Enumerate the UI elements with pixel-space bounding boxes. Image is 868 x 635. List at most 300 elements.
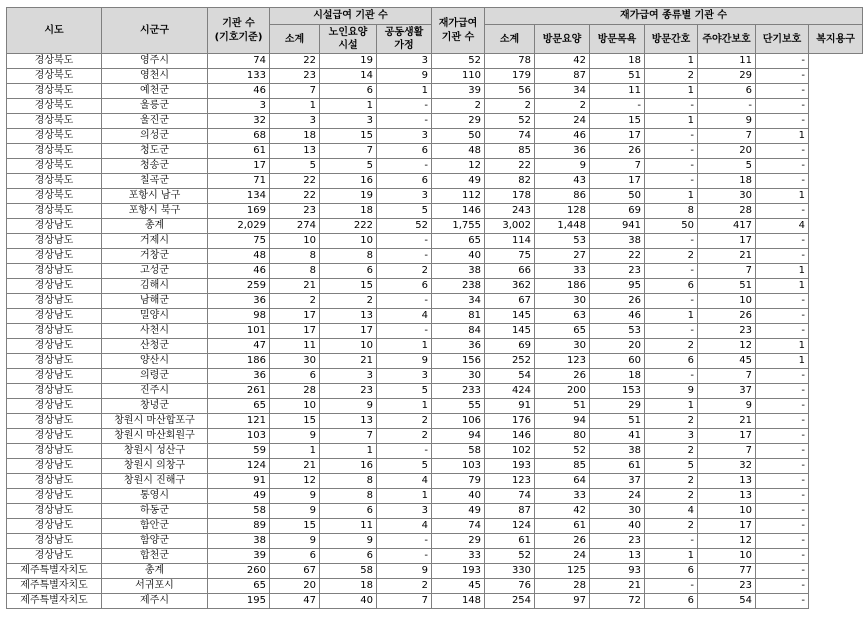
cell-group-home: 3 (377, 189, 432, 204)
cell-group-home: 1 (377, 339, 432, 354)
cell-sigungu: 거창군 (102, 249, 208, 264)
cell-sido: 경상남도 (7, 279, 102, 294)
cell-visit-bath: 26 (590, 294, 645, 309)
cell-short-term-care: - (756, 594, 809, 609)
header-short-term-care: 단기보호 (756, 25, 809, 54)
cell-nursing-facility: 9 (320, 399, 377, 414)
cell-total: 47 (208, 339, 270, 354)
cell-sido: 경상남도 (7, 414, 102, 429)
header-home-subtotal: 소계 (485, 25, 535, 54)
cell-nursing-facility: 23 (320, 384, 377, 399)
cell-visit-care: 24 (535, 114, 590, 129)
cell-short-term-care: - (756, 429, 809, 444)
cell-short-term-care: - (756, 234, 809, 249)
cell-visit-nurse: 1 (645, 84, 698, 99)
cell-day-night-care: 5 (698, 159, 756, 174)
cell-sido: 경상북도 (7, 174, 102, 189)
cell-facility-subtotal: 10 (270, 234, 320, 249)
cell-visit-care: 26 (535, 534, 590, 549)
cell-sido: 경상남도 (7, 249, 102, 264)
cell-day-night-care: 17 (698, 519, 756, 534)
cell-sido: 경상남도 (7, 294, 102, 309)
cell-home-total: 33 (432, 549, 485, 564)
cell-home-subtotal: 74 (485, 129, 535, 144)
cell-total: 121 (208, 414, 270, 429)
cell-group-home: 5 (377, 384, 432, 399)
cell-total: 17 (208, 159, 270, 174)
cell-visit-bath: 18 (590, 369, 645, 384)
cell-sigungu: 청송군 (102, 159, 208, 174)
cell-sigungu: 울릉군 (102, 99, 208, 114)
cell-visit-bath: 53 (590, 324, 645, 339)
cell-sigungu: 하동군 (102, 504, 208, 519)
cell-day-night-care: 10 (698, 504, 756, 519)
cell-sigungu: 제주시 (102, 594, 208, 609)
cell-visit-care: 24 (535, 549, 590, 564)
cell-visit-nurse: 2 (645, 339, 698, 354)
cell-visit-bath: 46 (590, 309, 645, 324)
cell-short-term-care: 1 (756, 354, 809, 369)
cell-day-night-care: 26 (698, 309, 756, 324)
cell-nursing-facility: 13 (320, 309, 377, 324)
cell-day-night-care: - (698, 99, 756, 114)
cell-sigungu: 영천시 (102, 69, 208, 84)
cell-short-term-care: - (756, 294, 809, 309)
cell-short-term-care: - (756, 324, 809, 339)
cell-group-home: - (377, 234, 432, 249)
cell-nursing-facility: 8 (320, 474, 377, 489)
cell-group-home: 5 (377, 204, 432, 219)
cell-home-total: 49 (432, 504, 485, 519)
table-row (7, 384, 863, 399)
cell-sigungu: 울진군 (102, 114, 208, 129)
cell-visit-bath: 22 (590, 249, 645, 264)
cell-visit-bath: 30 (590, 504, 645, 519)
cell-visit-nurse: 9 (645, 384, 698, 399)
cell-visit-nurse: - (645, 174, 698, 189)
cell-day-night-care: 6 (698, 84, 756, 99)
cell-total: 2,029 (208, 219, 270, 234)
cell-short-term-care: - (756, 534, 809, 549)
table-row (7, 69, 863, 84)
header-visit-bath: 방문목욕 (590, 25, 645, 54)
cell-total: 39 (208, 549, 270, 564)
cell-visit-bath: 38 (590, 444, 645, 459)
cell-short-term-care: - (756, 414, 809, 429)
cell-short-term-care: - (756, 579, 809, 594)
cell-total: 74 (208, 54, 270, 69)
cell-nursing-facility: 6 (320, 549, 377, 564)
cell-home-subtotal: 61 (485, 534, 535, 549)
cell-sigungu: 통영시 (102, 489, 208, 504)
cell-visit-nurse: 5 (645, 459, 698, 474)
cell-group-home: - (377, 249, 432, 264)
cell-visit-care: 125 (535, 564, 590, 579)
cell-visit-bath: 24 (590, 489, 645, 504)
cell-facility-subtotal: 22 (270, 174, 320, 189)
cell-short-term-care: 1 (756, 189, 809, 204)
cell-nursing-facility: 10 (320, 234, 377, 249)
cell-visit-bath: 7 (590, 159, 645, 174)
table-row (7, 534, 863, 549)
cell-short-term-care: - (756, 84, 809, 99)
cell-visit-nurse: 1 (645, 309, 698, 324)
cell-day-night-care: 7 (698, 369, 756, 384)
cell-home-total: 49 (432, 174, 485, 189)
cell-group-home: 9 (377, 69, 432, 84)
cell-sido: 경상북도 (7, 84, 102, 99)
cell-total: 91 (208, 474, 270, 489)
cell-day-night-care: 21 (698, 249, 756, 264)
cell-facility-subtotal: 5 (270, 159, 320, 174)
cell-home-subtotal: 254 (485, 594, 535, 609)
cell-visit-bath: 95 (590, 279, 645, 294)
cell-nursing-facility: 222 (320, 219, 377, 234)
cell-visit-care: 94 (535, 414, 590, 429)
cell-home-subtotal: 424 (485, 384, 535, 399)
cell-short-term-care: - (756, 369, 809, 384)
cell-visit-bath: 50 (590, 189, 645, 204)
cell-sigungu: 산청군 (102, 339, 208, 354)
cell-group-home: 6 (377, 279, 432, 294)
cell-visit-care: 186 (535, 279, 590, 294)
cell-visit-bath: 72 (590, 594, 645, 609)
cell-sido: 경상남도 (7, 324, 102, 339)
cell-home-total: 38 (432, 264, 485, 279)
cell-visit-bath: 37 (590, 474, 645, 489)
cell-facility-subtotal: 9 (270, 504, 320, 519)
cell-short-term-care: - (756, 549, 809, 564)
cell-home-total: 30 (432, 369, 485, 384)
cell-home-total: 110 (432, 69, 485, 84)
cell-short-term-care: - (756, 309, 809, 324)
cell-day-night-care: 12 (698, 339, 756, 354)
table-row (7, 429, 863, 444)
cell-sido: 경상남도 (7, 369, 102, 384)
cell-home-subtotal: 52 (485, 549, 535, 564)
cell-nursing-facility: 18 (320, 579, 377, 594)
cell-day-night-care: 9 (698, 399, 756, 414)
cell-sido: 경상북도 (7, 129, 102, 144)
cell-sido: 경상북도 (7, 159, 102, 174)
cell-sido: 경상남도 (7, 219, 102, 234)
cell-home-total: 52 (432, 54, 485, 69)
cell-home-total: 12 (432, 159, 485, 174)
cell-total: 260 (208, 564, 270, 579)
cell-sigungu: 의성군 (102, 129, 208, 144)
cell-facility-subtotal: 7 (270, 84, 320, 99)
cell-home-total: 48 (432, 144, 485, 159)
cell-visit-bath: 21 (590, 579, 645, 594)
cell-home-subtotal: 145 (485, 309, 535, 324)
cell-sido: 경상남도 (7, 309, 102, 324)
cell-total: 46 (208, 84, 270, 99)
cell-total: 36 (208, 294, 270, 309)
cell-group-home: 3 (377, 504, 432, 519)
cell-day-night-care: 13 (698, 489, 756, 504)
header-facility-subtotal: 소계 (270, 25, 320, 54)
cell-facility-subtotal: 21 (270, 279, 320, 294)
cell-home-subtotal: 362 (485, 279, 535, 294)
cell-day-night-care: 10 (698, 549, 756, 564)
cell-day-night-care: 7 (698, 444, 756, 459)
cell-visit-nurse: 2 (645, 444, 698, 459)
cell-home-subtotal: 22 (485, 159, 535, 174)
cell-facility-subtotal: 28 (270, 384, 320, 399)
cell-total: 3 (208, 99, 270, 114)
cell-nursing-facility: 9 (320, 534, 377, 549)
table-row (7, 84, 863, 99)
cell-day-night-care: 37 (698, 384, 756, 399)
cell-total: 133 (208, 69, 270, 84)
cell-visit-bath: 26 (590, 144, 645, 159)
cell-day-night-care: 30 (698, 189, 756, 204)
cell-facility-subtotal: 10 (270, 399, 320, 414)
cell-nursing-facility: 8 (320, 249, 377, 264)
cell-facility-subtotal: 17 (270, 309, 320, 324)
cell-total: 59 (208, 444, 270, 459)
cell-group-home: - (377, 549, 432, 564)
cell-visit-nurse: 2 (645, 474, 698, 489)
cell-sido: 경상남도 (7, 504, 102, 519)
header-visit-nurse: 방문간호 (645, 25, 698, 54)
cell-sido: 경상북도 (7, 144, 102, 159)
cell-group-home: 4 (377, 474, 432, 489)
cell-facility-subtotal: 22 (270, 54, 320, 69)
table-row (7, 504, 863, 519)
cell-visit-care: 27 (535, 249, 590, 264)
cell-total: 48 (208, 249, 270, 264)
cell-nursing-facility: 15 (320, 129, 377, 144)
table-row (7, 174, 863, 189)
cell-visit-care: 52 (535, 444, 590, 459)
cell-visit-bath: 20 (590, 339, 645, 354)
cell-total: 68 (208, 129, 270, 144)
cell-day-night-care: 7 (698, 264, 756, 279)
cell-day-night-care: 13 (698, 474, 756, 489)
cell-total: 58 (208, 504, 270, 519)
cell-home-subtotal: 66 (485, 264, 535, 279)
cell-short-term-care: - (756, 444, 809, 459)
cell-facility-subtotal: 67 (270, 564, 320, 579)
cell-day-night-care: 17 (698, 429, 756, 444)
cell-day-night-care: 21 (698, 414, 756, 429)
cell-visit-care: 2 (535, 99, 590, 114)
cell-home-subtotal: 179 (485, 69, 535, 84)
cell-visit-nurse: - (645, 159, 698, 174)
cell-home-subtotal: 69 (485, 339, 535, 354)
cell-nursing-facility: 18 (320, 204, 377, 219)
cell-total: 38 (208, 534, 270, 549)
cell-visit-care: 51 (535, 399, 590, 414)
cell-home-total: 233 (432, 384, 485, 399)
cell-nursing-facility: 21 (320, 354, 377, 369)
cell-visit-bath: 69 (590, 204, 645, 219)
table-row (7, 549, 863, 564)
cell-group-home: 3 (377, 369, 432, 384)
table-row (7, 129, 863, 144)
cell-nursing-facility: 7 (320, 144, 377, 159)
cell-visit-nurse: - (645, 294, 698, 309)
cell-nursing-facility: 11 (320, 519, 377, 534)
cell-short-term-care: - (756, 384, 809, 399)
cell-short-term-care: - (756, 249, 809, 264)
cell-facility-subtotal: 1 (270, 444, 320, 459)
cell-short-term-care: 1 (756, 129, 809, 144)
cell-home-subtotal: 87 (485, 504, 535, 519)
cell-visit-bath: 11 (590, 84, 645, 99)
cell-visit-nurse: 6 (645, 564, 698, 579)
header-sido: 시도 (7, 8, 102, 54)
cell-sigungu: 창원시 의창구 (102, 459, 208, 474)
cell-nursing-facility: 3 (320, 369, 377, 384)
cell-sigungu: 포항시 북구 (102, 204, 208, 219)
table-row (7, 594, 863, 609)
cell-group-home: 2 (377, 579, 432, 594)
cell-group-home: - (377, 294, 432, 309)
cell-facility-subtotal: 12 (270, 474, 320, 489)
cell-sido: 제주특별자치도 (7, 594, 102, 609)
header-nursing-facility: 노인요양 시설 (320, 25, 377, 54)
cell-group-home: - (377, 99, 432, 114)
cell-facility-subtotal: 9 (270, 534, 320, 549)
cell-home-total: 146 (432, 204, 485, 219)
cell-visit-bath: 38 (590, 234, 645, 249)
cell-home-subtotal: 2 (485, 99, 535, 114)
cell-visit-care: 128 (535, 204, 590, 219)
cell-home-total: 50 (432, 129, 485, 144)
table-row (7, 519, 863, 534)
cell-visit-nurse: 1 (645, 189, 698, 204)
cell-sido: 경상남도 (7, 384, 102, 399)
cell-sido: 경상남도 (7, 339, 102, 354)
cell-total: 49 (208, 489, 270, 504)
cell-home-subtotal: 330 (485, 564, 535, 579)
header-total: 기관 수 (기호기준) (208, 8, 270, 54)
cell-visit-bath: - (590, 99, 645, 114)
cell-day-night-care: 29 (698, 69, 756, 84)
cell-home-subtotal: 176 (485, 414, 535, 429)
header-sigungu: 시군구 (102, 8, 208, 54)
cell-total: 75 (208, 234, 270, 249)
cell-sido: 경상남도 (7, 429, 102, 444)
cell-home-total: 103 (432, 459, 485, 474)
cell-home-total: 65 (432, 234, 485, 249)
cell-visit-nurse: 1 (645, 549, 698, 564)
cell-total: 195 (208, 594, 270, 609)
cell-home-subtotal: 243 (485, 204, 535, 219)
cell-short-term-care: 4 (756, 219, 809, 234)
cell-nursing-facility: 16 (320, 174, 377, 189)
table-row (7, 264, 863, 279)
cell-home-subtotal: 145 (485, 324, 535, 339)
cell-nursing-facility: 2 (320, 294, 377, 309)
cell-group-home: 1 (377, 399, 432, 414)
cell-sigungu: 서귀포시 (102, 579, 208, 594)
cell-total: 261 (208, 384, 270, 399)
cell-total: 65 (208, 399, 270, 414)
cell-day-night-care: 51 (698, 279, 756, 294)
cell-group-home: 2 (377, 264, 432, 279)
table-row (7, 189, 863, 204)
cell-home-subtotal: 252 (485, 354, 535, 369)
cell-home-subtotal: 91 (485, 399, 535, 414)
cell-sigungu: 예천군 (102, 84, 208, 99)
cell-visit-bath: 15 (590, 114, 645, 129)
cell-nursing-facility: 19 (320, 189, 377, 204)
cell-visit-bath: 18 (590, 54, 645, 69)
cell-visit-bath: 51 (590, 69, 645, 84)
cell-group-home: - (377, 444, 432, 459)
cell-total: 65 (208, 579, 270, 594)
table-row (7, 459, 863, 474)
cell-sigungu: 칠곡군 (102, 174, 208, 189)
cell-group-home: 2 (377, 414, 432, 429)
cell-group-home: 6 (377, 174, 432, 189)
cell-total: 71 (208, 174, 270, 189)
cell-day-night-care: 20 (698, 144, 756, 159)
cell-facility-subtotal: 30 (270, 354, 320, 369)
cell-day-night-care: 18 (698, 174, 756, 189)
cell-group-home: 6 (377, 144, 432, 159)
cell-visit-care: 87 (535, 69, 590, 84)
cell-short-term-care: - (756, 519, 809, 534)
cell-sido: 경상남도 (7, 549, 102, 564)
table-row (7, 249, 863, 264)
cell-visit-nurse: 4 (645, 504, 698, 519)
cell-short-term-care: - (756, 159, 809, 174)
cell-facility-subtotal: 2 (270, 294, 320, 309)
cell-home-subtotal: 54 (485, 369, 535, 384)
cell-sido: 경상북도 (7, 69, 102, 84)
cell-visit-nurse: - (645, 579, 698, 594)
table-row (7, 309, 863, 324)
table-row (7, 339, 863, 354)
cell-sido: 경상남도 (7, 519, 102, 534)
cell-sido: 경상남도 (7, 234, 102, 249)
cell-nursing-facility: 8 (320, 489, 377, 504)
cell-visit-nurse: 2 (645, 519, 698, 534)
cell-visit-bath: 93 (590, 564, 645, 579)
cell-sigungu: 사천시 (102, 324, 208, 339)
cell-nursing-facility: 7 (320, 429, 377, 444)
cell-nursing-facility: 1 (320, 444, 377, 459)
cell-group-home: - (377, 534, 432, 549)
cell-group-home: 9 (377, 354, 432, 369)
cell-group-home: - (377, 324, 432, 339)
cell-day-night-care: 12 (698, 534, 756, 549)
cell-home-subtotal: 76 (485, 579, 535, 594)
cell-day-night-care: 417 (698, 219, 756, 234)
cell-home-subtotal: 75 (485, 249, 535, 264)
institution-count-table (6, 7, 863, 609)
cell-home-total: 34 (432, 294, 485, 309)
cell-home-total: 1,755 (432, 219, 485, 234)
cell-home-subtotal: 85 (485, 144, 535, 159)
cell-short-term-care: - (756, 69, 809, 84)
table-row (7, 279, 863, 294)
cell-day-night-care: 77 (698, 564, 756, 579)
cell-home-subtotal: 178 (485, 189, 535, 204)
cell-visit-bath: 23 (590, 534, 645, 549)
cell-sigungu: 창원시 마산회원구 (102, 429, 208, 444)
cell-facility-subtotal: 9 (270, 489, 320, 504)
cell-sido: 경상남도 (7, 264, 102, 279)
cell-group-home: 4 (377, 519, 432, 534)
cell-visit-bath: 61 (590, 459, 645, 474)
cell-visit-care: 53 (535, 234, 590, 249)
cell-short-term-care: - (756, 174, 809, 189)
